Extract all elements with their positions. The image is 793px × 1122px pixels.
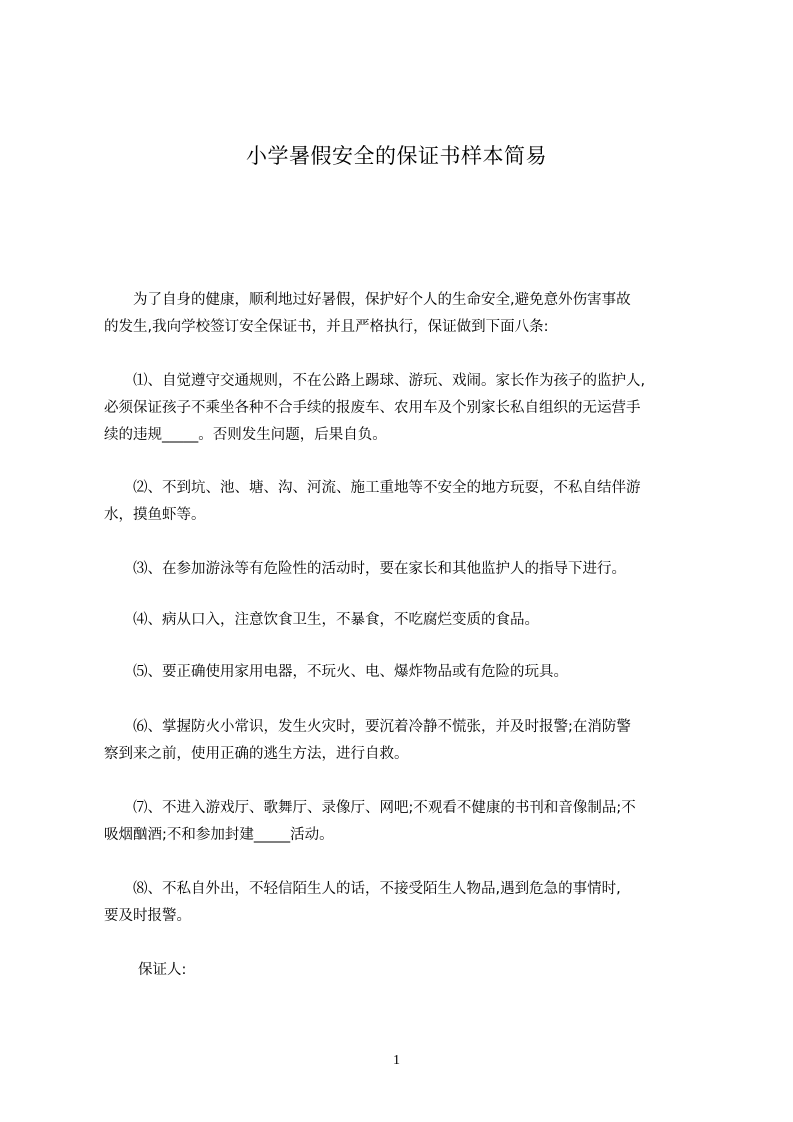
item-line: 吸烟酗酒;不和参加封建_____活动。 xyxy=(104,827,334,843)
item-line: ⑹、掌握防火小常识，发生火灾时，要沉着冷静不慌张，并及时报警;在消防警 xyxy=(104,719,631,735)
document-title: 小学暑假安全的保证书样本简易 xyxy=(246,144,547,168)
item-4 xyxy=(104,607,694,634)
item-7 xyxy=(104,795,694,849)
item-1 xyxy=(104,368,694,449)
item-line: ⑷、病从口入，注意饮食卫生，不暴食，不吃腐烂变质的食品。 xyxy=(104,612,539,628)
signer-label: 保证人: xyxy=(138,962,187,978)
item-line: ⑶、在参加游泳等有危险性的活动时，要在家长和其他监护人的指导下进行。 xyxy=(104,561,626,577)
intro-paragraph xyxy=(104,287,694,341)
item-line: ⑸、要正确使用家用电器，不玩火、电、爆炸物品或有危险的玩具。 xyxy=(104,664,568,680)
item-line: 水，摸鱼虾等。 xyxy=(104,507,206,523)
item-6 xyxy=(104,714,694,768)
item-line: 要及时报警。 xyxy=(104,908,191,924)
page-number: 1 xyxy=(393,1053,400,1068)
item-line: ⑺、不进入游戏厅、歌舞厅、录像厅、网吧;不观看不健康的书刊和音像制品;不 xyxy=(104,800,636,816)
item-line: ⑴、自觉遵守交通规则，不在公路上踢球、游玩、戏闹。家长作为孩子的监护人, xyxy=(104,373,646,389)
item-line: 续的违规_____。否则发生问题，后果自负。 xyxy=(104,427,387,443)
item-3 xyxy=(104,556,694,583)
item-line: ⑻、不私自外出，不轻信陌生人的话，不接受陌生人物品,遇到危急的事情时, xyxy=(104,881,621,897)
item-8 xyxy=(104,876,694,930)
item-line: ⑵、不到坑、池、塘、沟、河流、施工重地等不安全的地方玩耍，不私自结伴游 xyxy=(104,480,641,496)
item-line: 察到来之前，使用正确的逃生方法，进行自救。 xyxy=(104,746,409,762)
item-2 xyxy=(104,475,694,529)
item-5 xyxy=(104,659,694,686)
intro-line: 的发生,我向学校签订安全保证书，并且严格执行，保证做到下面八条: xyxy=(104,319,549,335)
intro-line: 为了自身的健康，顺利地过好暑假，保护好个人的生命安全,避免意外伤害事故 xyxy=(104,292,631,308)
item-line: 必须保证孩子不乘坐各种不合手续的报废车、农用车及个别家长私自组织的无运营手 xyxy=(104,400,641,416)
